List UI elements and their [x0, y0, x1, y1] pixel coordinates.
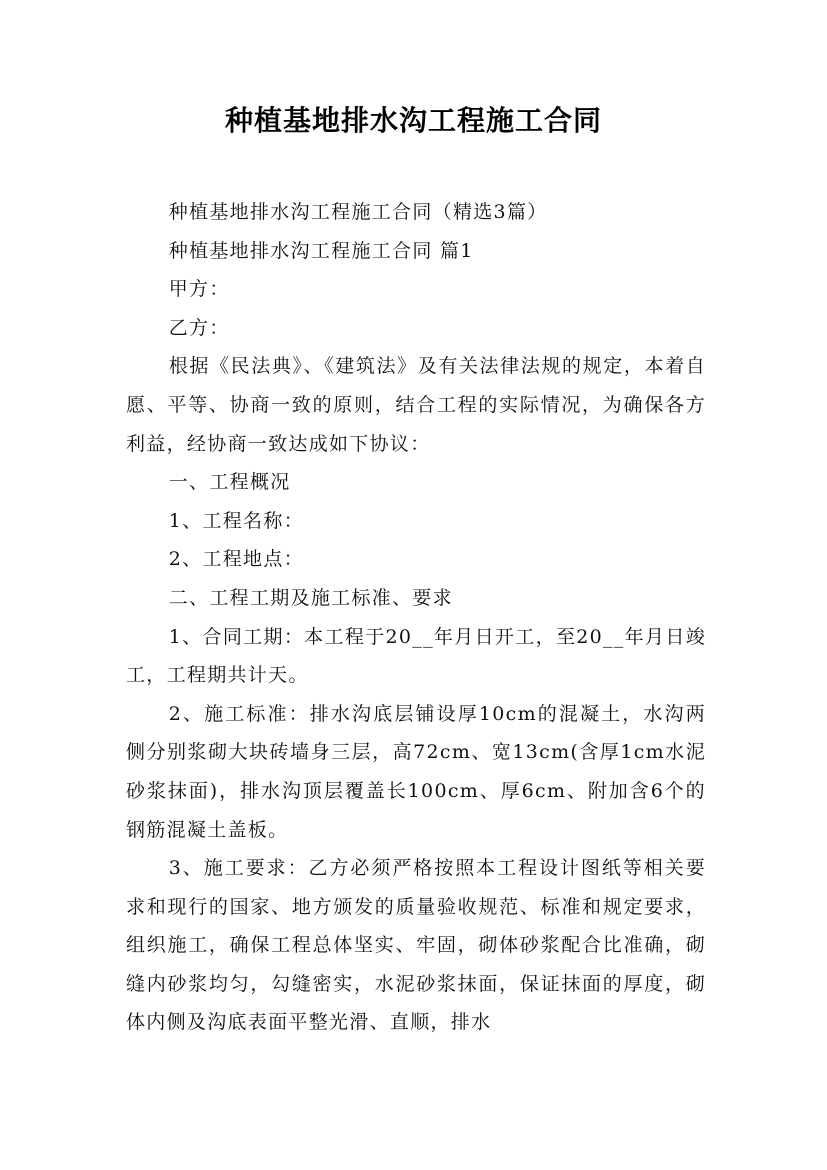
paragraph-construction-standard: 2、施工标准：排水沟底层铺设厚10cm的混凝土，水沟两侧分别浆砌大块砖墙身三层，高72cm、宽13cm(含厚1cm水泥砂浆抹面)，排水沟顶层覆盖长100cm、厚6cm、附加含6个的钢筋混凝土盖板。 — [126, 702, 706, 841]
paragraph-part-heading: 种植基地排水沟工程施工合同 篇1 — [168, 239, 474, 262]
document-body — [126, 193, 706, 1042]
paragraph-section-1-heading: 一、工程概况 — [168, 471, 291, 494]
document-title: 种植基地排水沟工程施工合同 — [224, 104, 602, 137]
paragraph-project-location: 2、工程地点： — [168, 548, 304, 571]
paragraph-preamble: 根据《民法典》、《建筑法》及有关法律法规的规定，本着自愿、平等、协商一致的原则，结合工程的实际情况，为确保各方利益，经协商一致达成如下协议： — [126, 355, 706, 455]
paragraph-section-2-heading: 二、工程工期及施工标准、要求 — [168, 586, 453, 609]
paragraph-subtitle: 种植基地排水沟工程施工合同（精选3篇） — [168, 201, 548, 223]
paragraph-contract-period: 1、合同工期：本工程于20__年月日开工，至20__年月日竣工，工程期共计天。 — [126, 625, 706, 687]
paragraph-project-name: 1、工程名称： — [168, 509, 304, 532]
paragraph-party-a: 甲方： — [168, 278, 230, 301]
paragraph-construction-requirements: 3、施工要求：乙方必须严格按照本工程设计图纸等相关要求和现行的国家、地方颁发的质量验收规范、标准和规定要求，组织施工，确保工程总体坚实、牢固，砌体砂浆配合比准确，砌缝内砂浆均匀，勾缝密实，水泥砂浆抹面，保证抹面的厚度，砌体内侧及沟底表面平整光滑、直顺，排水 — [126, 857, 706, 1034]
paragraph-party-b: 乙方： — [168, 316, 230, 339]
